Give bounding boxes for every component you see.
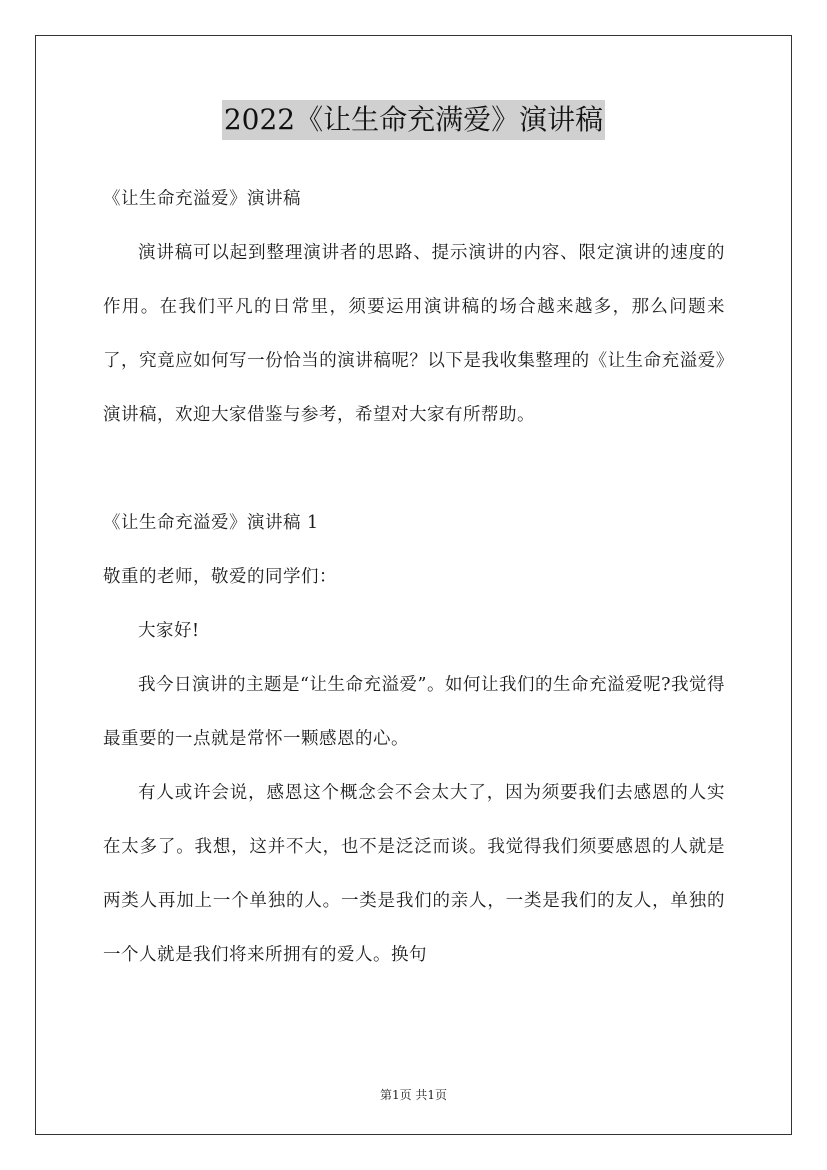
document-title: 2022《让生命充满爱》演讲稿	[222, 100, 605, 140]
section-gap	[103, 442, 725, 496]
page-footer: 第1页 共1页	[379, 1088, 448, 1102]
paragraph-1: 我今日演讲的主题是“让生命充溢爱”。如何让我们的生命充溢爱呢?我觉得最重要的一点就是常怀一颗感恩的心。	[103, 675, 725, 749]
greeting: 大家好!	[138, 621, 200, 641]
document-body	[103, 172, 725, 982]
intro-paragraph: 演讲稿可以起到整理演讲者的思路、提示演讲的内容、限定演讲的速度的作用。在我们平凡的日常里，须要运用演讲稿的场合越来越多，那么问题来了，究竟应如何写一份恰当的演讲稿呢？以下是我收集整理的《让生命充溢爱》演讲稿，欢迎大家借鉴与参考，希望对大家有所帮助。	[103, 243, 725, 425]
subtitle: 《让生命充溢爱》演讲稿	[103, 189, 301, 209]
salutation: 敬重的老师，敬爱的同学们：	[103, 567, 337, 587]
section-heading: 《让生命充溢爱》演讲稿 1	[103, 513, 319, 533]
title-container	[0, 100, 827, 140]
paragraph-2: 有人或许会说，感恩这个概念会不会太大了，因为须要我们去感恩的人实在太多了。我想，这并不大，也不是泛泛而谈。我觉得我们须要感恩的人就是两类人再加上一个单独的人。一类是我们的亲人，一类是我们的友人，单独的一个人就是我们将来所拥有的爱人。换句	[103, 783, 725, 965]
